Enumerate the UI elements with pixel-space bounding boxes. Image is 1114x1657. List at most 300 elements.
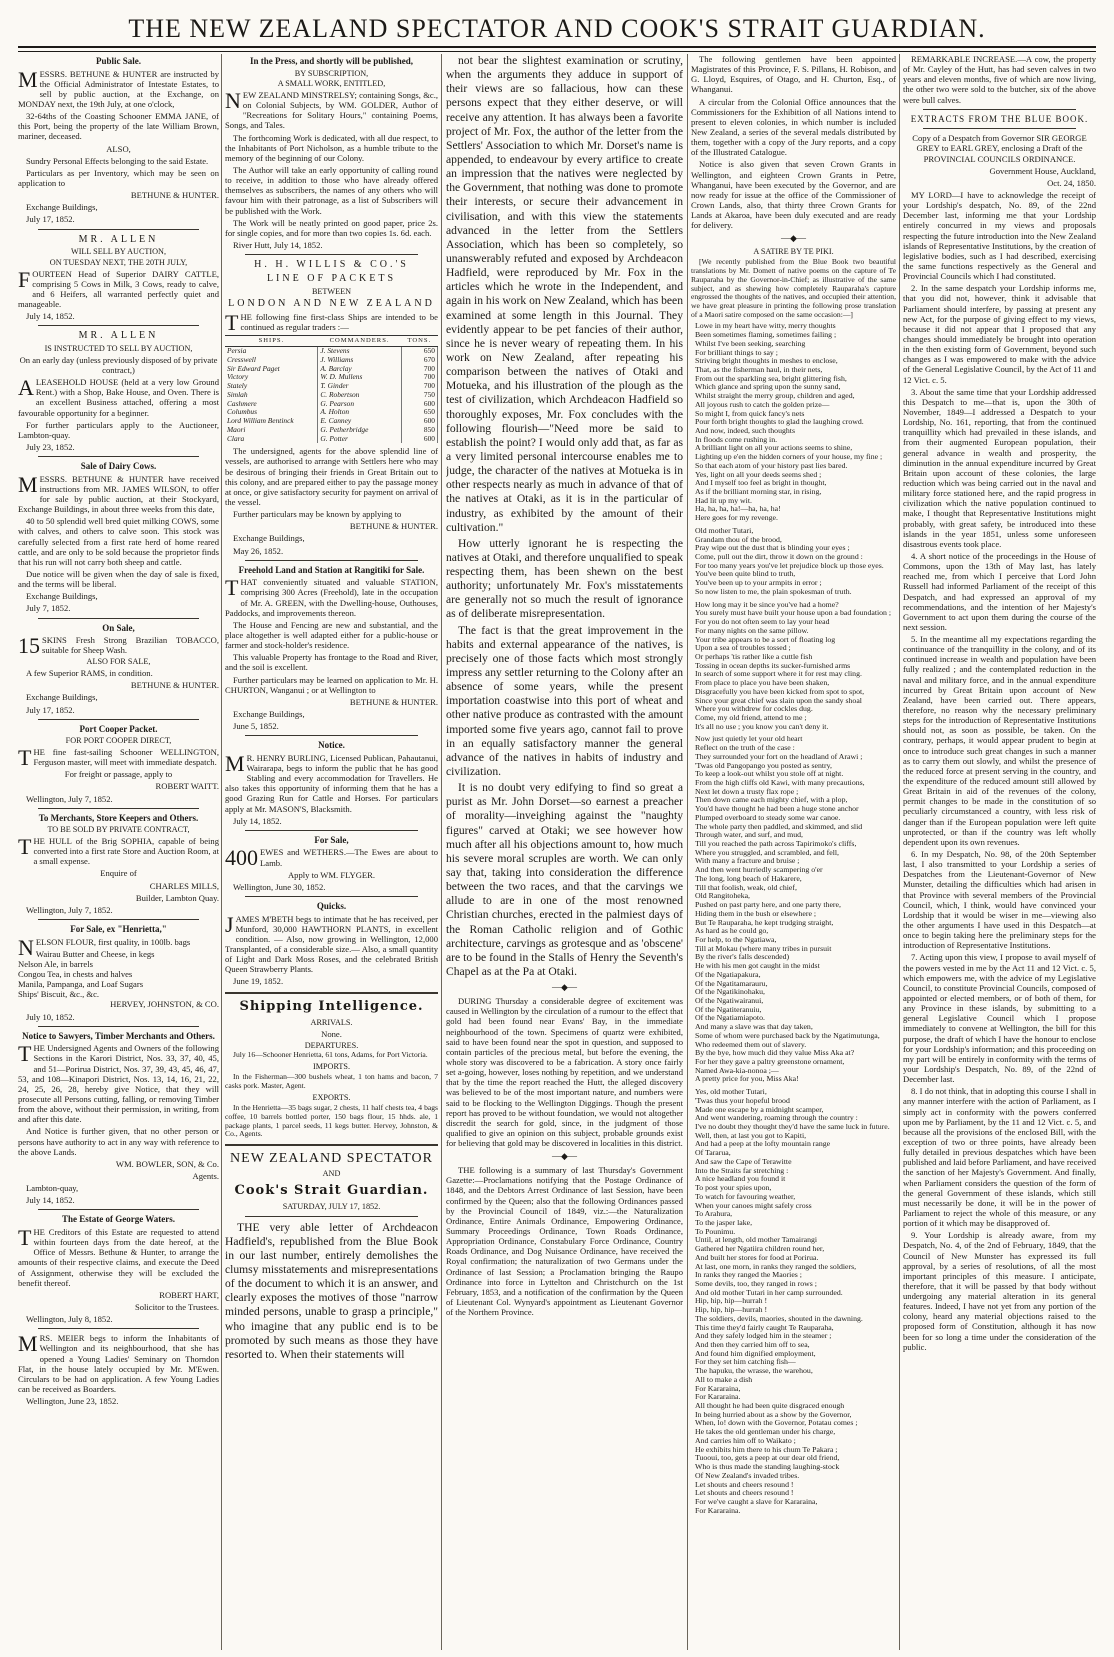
poem-line: As if the brilliant morning star, in rising, — [695, 488, 822, 496]
poem-line: Now just quietly let your old heart — [695, 735, 803, 744]
column-header: SHIPS. — [225, 336, 318, 347]
poem-line: This time they'd fairly caught Te Rauparaha, — [695, 1323, 834, 1332]
poem-line: They surrounded your fort on the headland of Arawi ; — [695, 752, 863, 761]
advert-heading: For Sale, ex "Henrietta," — [70, 923, 167, 934]
divider — [245, 735, 418, 736]
poem-line: For too many years you've let prejudice block up those eyes. — [695, 561, 884, 570]
ship-name: Victory — [225, 373, 318, 382]
advert-sawyers: Notice to Sawyers, Timber Merchants and Others. THE Undersigned Agents and Owners of the following Sections in the Karori District, Nos. 33, 37, 40, 45, and 51—Porirua District, Nos. 37, 39, 43, 45, 46, 47, 53, and 108—Kinapori District, Nos. 13, 14, 16, 21, 22, 24, 25, 26, 28, hereby give Notice, that they will prosecute all Persons cutting, falling, or removing Timber from the above, without their permission, in writing, from and after this date. And Notice is further given, that no other person or persons have authority to act in any way with reference to the above Lands. WM. BOWLER, SON, & Co. Agents. Lambton-quay, July 14, 1852. — [18, 1030, 219, 1206]
drop-cap: M — [18, 1331, 38, 1357]
poem-line: Lowe in my heart have witty, merry thoughts — [695, 322, 836, 331]
poem-line: From the high cliffs old Kawi, with many precautions, — [695, 779, 865, 787]
advert-date: July 10, 1852. — [26, 1011, 75, 1022]
poem-line: By the river's falls descended) — [695, 953, 790, 962]
advert-heading: The Estate of George Waters. — [61, 1214, 176, 1225]
despatch-paragraph: 3. About the same time that your Lordship addressed this Despatch to me—that is, upon the 30th of November, 1849—I addressed a Despatch to your Lordship, No. 161, reporting, that from the continued tranquillity which had prevailed in these islands, and from their augmented European population, their general advance in wealth and prosperity, the diminution in the annual expenditure incurred by Great Britain upon account of these colonies, the large reduction which was being carried out in the naval and military force stationed here, and the rapid progress in civilization which the native population continued to make, I thought that Representative Institutions might probably, with great safety, be introduced into these islands in the year 1851, unless some unforeseen disastrous events took place. — [903, 386, 1096, 549]
poem-line: In ranks they ranged the Maories ; — [695, 1271, 802, 1280]
ship-name: Cresswell — [225, 356, 318, 365]
advert-date: Wellington, June 23, 1852. — [26, 1396, 119, 1407]
poem-line: And had a peep at the lofty mountain range — [695, 1140, 831, 1149]
advert-heading: To Merchants, Store Keepers and Others. — [38, 812, 199, 823]
poem-line: For her they gave a paltry greenstone ornament, — [695, 1058, 845, 1066]
poem-line: From out the sparkling sea, bright glittering fish, — [695, 374, 847, 383]
poem-line: Old mother Tutari, — [695, 526, 754, 535]
poem-line: In search of some support where it for rest may cling. — [695, 670, 862, 679]
poem-line: The hapuku, the wrasse, the warehou, — [695, 1367, 813, 1376]
poem-line: Whilst straight the merry group, children and aged, — [695, 392, 855, 401]
poem-line: All thought he had been quite disgraced enough — [695, 1402, 845, 1411]
divider — [245, 830, 418, 831]
ship-name: Maori — [225, 426, 318, 435]
list-item: Manila, Pampanga, and Loaf Sugars — [18, 979, 144, 990]
article-paragraph: Notice is also given that seven Crown Grants in Wellington, and eighteen Crown Grants in Petre, Whanganui, have been executed by the Governor, and are now ready for issue at the office of the Commissioner of Crown Lands, also, that thirty three Crown Grants for Lands at Akaroa, have been duly executed and are ready for delivery. — [691, 159, 896, 231]
poem-line: Made one escape by a midnight scamper, — [695, 1105, 824, 1114]
poem-line: When your canoes might safely cross — [695, 1201, 812, 1210]
advert-willis-packets: H. H. WILLIS & CO.'S LINE OF PACKETS BETWEEN LONDON AND NEW ZEALAND THE following fine first-class Ships are intended to be continued as regular traders :— SHIPS. COMMANDERS. TONS. Persia J. Stevens 650 Cresswell J. Williams 670 Sir Edward Paget A. Barclay 700 Victory W. D. Mullens 700 Stately T. Ginder 700 Simlah C. Robertson 750 Cashmere G. Pearson 600 Columbus A. Holton 650 Lord William Bentinck E. Canney 600 Maori G. Petherbridge 850 Clara G. Potter 600 The undersigned, agents for the above splendid line of vessels, are authorised to arrange with Settlers here who may be desirous of bringing their friends in Great Britain out to this colony, and are prepared either to pay the passage money at once, or give satisfactory security for payment on arrival of the vessel. Further particulars may be known by applying to BETHUNE & HUNTER. Exchange Buildings, May 26, 1852. — [225, 259, 438, 556]
commander-name: J. Williams — [318, 356, 401, 365]
column-rule — [687, 54, 688, 1650]
poem-line: You've been up to your armpits in error ; — [695, 579, 822, 588]
poem-line: You've been quite blind to truth, — [695, 570, 796, 579]
poem-line: Of the Ngatiwairanui, — [695, 996, 764, 1005]
poem-line: Which glance and spring upon the sunny sand, — [695, 383, 841, 392]
poem-line: Till at Mokau (where many tribes in pursuit — [695, 944, 832, 953]
advert-port-cooper: Port Cooper Packet. FOR PORT COOPER DIRECT, THE fine fast-sailing Schooner WELLINGTON, Ferguson master, will meet with immediate despatch. For freight or passage, apply to ROBERT WAITT. Wellington, July 7, 1852. — [18, 723, 219, 804]
poem-line: To the jasper lake, — [695, 1218, 753, 1227]
poem-line: 'Twas thus your hopeful brood — [695, 1096, 790, 1105]
advert-date: River Hutt, July 14, 1852. — [233, 239, 323, 250]
ship-name: Persia — [225, 347, 318, 356]
poem-line: And then they carried him off to sea, — [695, 1341, 810, 1349]
list-item: Ships' Biscuit, &c., &c. — [18, 989, 100, 1000]
poem-line: From place to place you have been shaken, — [695, 679, 830, 688]
poem-line: And then went hurriedly scampering o'er — [695, 866, 823, 875]
advert-date: Wellington, July 7, 1852. — [26, 904, 113, 915]
poem-line: Plumped overboard to steady some war canoe. — [695, 813, 841, 822]
advert-henrietta: For Sale, ex "Henrietta," NELSON FLOUR, first quality, in 100lb. bags Wairau Butter and Cheese, in kegs Nelson Ale, in barrels Congou Tea, in chests and halves Manila, Pampanga, and Loaf Sugars Ships' Biscuit, &c., &c. HERVEY, JOHNSTON, & CO. July 10, 1852. — [18, 923, 219, 1022]
commander-name: E. Canney — [318, 417, 401, 426]
poem-line: For Kararaina. — [695, 1393, 741, 1402]
poem-line: Come, my old friend, attend to me ; — [695, 713, 807, 722]
tonnage: 850 — [401, 426, 437, 435]
poem-line: As hard as he could go, — [695, 927, 769, 936]
poem-line: And went wandering, roaming through the country : — [695, 1114, 858, 1123]
poem-line: To Pounimu. — [695, 1227, 736, 1236]
advert-heading: Notice to Sawyers, Timber Merchants and Others. — [22, 1030, 215, 1041]
divider — [38, 808, 199, 809]
poem-line: And built her stores for food at Porirua. — [695, 1253, 819, 1262]
advert-signature: BETHUNE & HUNTER. — [349, 521, 438, 532]
advert-ewes: For Sale, 400 EWES and WETHERS.—The Ewes are about to Lamb. Apply to WM. FLYGER. Wellington, June 30, 1852. — [225, 834, 438, 892]
drop-cap: A — [18, 375, 34, 401]
drop-cap: M — [18, 471, 38, 497]
masthead — [0, 0, 1114, 50]
poem-line: The long, long beach of Hakarere, — [695, 874, 802, 883]
poem-line: Your tribe appears to be a sort of floating log — [695, 635, 836, 644]
column-1 — [18, 54, 219, 1650]
ships-table-body — [225, 347, 438, 444]
tonnage: 700 — [401, 382, 437, 391]
poem-line: How long may it be since you've had a home? — [695, 600, 839, 609]
tonnage: 750 — [401, 391, 437, 400]
poem-line: For many nights on the same pillow. — [695, 626, 809, 635]
drop-cap: M — [225, 750, 245, 776]
poem-line: And old mother Tutari in her camp surrounded. — [695, 1288, 843, 1297]
poem-line: 'Twas old Pangopango you posted as sentry, — [695, 761, 832, 770]
poem-line: Until, at length, old mother Tamairangi — [695, 1236, 818, 1245]
divider-ornament: —◆— — [552, 1151, 577, 1162]
despatch-paragraph: 7. Acting upon this view, I propose to avail myself of the powers vested in me by the Act 11 and 12 Vict. c. 5, which empowers me, with the advice of my Legislative Council, to constitute Provincial Councils, composed of appointed or elected members, or of both of them, for any Province in these islands, by submitting to a general Legislative Council which I propose immediately to convene at Wellington, the bill for this purpose, the draft of which I have the honour to enclose for your Lordship's information; and this proceeding on my part will be entirely in conformity with the terms of your Lordship's Despatch, No. 89, of the 22nd of December last. — [903, 952, 1096, 1085]
advert-date: Wellington, July 7, 1852. — [26, 793, 113, 804]
poem-line: Some of whom were purchased back by the Ngatimutunga, — [695, 1031, 880, 1040]
advert-allen-cattle: MR. ALLEN WILL SELL BY AUCTION, ON TUESDAY NEXT, THE 20TH JULY, FOURTEEN Head of Superior DAIRY CATTLE, comprising 5 Cows in Milk, 3 Cows, ready to calve, and 6 Heifers, all warranted perfectly quiet and manageable. July 14, 1852. — [18, 233, 219, 322]
poem-line: Been sometimes flaming, sometimes failing ; — [695, 331, 837, 340]
divider — [245, 560, 418, 561]
poem-line: Of Tararua, — [695, 1149, 731, 1158]
poem-line: He with his men got caught in the midst — [695, 962, 820, 971]
column-header: COMMANDERS. — [318, 336, 401, 347]
advert-tobacco: On Sale, 15 SKINS Fresh Strong Brazilian TOBACCO, suitable for Sheep Wash. ALSO FOR SALE, A few Superior RAMS, in condition. BETHUNE & HUNTER. Exchange Buildings, July 17, 1852. — [18, 622, 219, 715]
commander-name: G. Pearson — [318, 400, 401, 409]
poem-line: To Arahura, — [695, 1210, 733, 1219]
poem-line: Here goes for my revenge. — [695, 514, 778, 523]
poem-line: Hip, hip, hip—hurrah ! — [695, 1306, 768, 1315]
article-paragraph: not bear the slightest examination or scrutiny, when the arguments they adduce in support of their views are so fallacious, how can these persons expect that they either deserve, or will receive any attention. It has always been a favorite project of Mr. Fox, the author of the letter from the Settlers' Association to which Mr. Dorset's name is appended, to endeavour by every artifice to create an impression that the natives were neglected by the Government, that nothing was done to promote their interests, or secure their advancement in civilisation, and with this view the statements advanced in the letter from the Settlers Association, which has been so completely, so unanswerably refuted and exposed by Archdeacon Hadfield, were reproduced by Mr. Fox in the articles which he wrote in the Independent, and again in his work on New Zealand, which has been examined at some length in this Journal. They evidently appear to be pet fancies of their author, since he is never weary of repeating them. In his work on New Zealand, after repeating his comparison between the natives of Otaki and Motueka, and his illustration of the plough as the test of civilization, which Archdeacon Hadfield so thoroughly exposes, Mr. Fox concludes with the following flourish—"Need more be said to establish the point? I would only add that, as far as a very limited personal intercourse enables me to judge, the character of the natives at Motueka is in other respects nearly as much in advance of that of the natives at Otaki, as it is in the particular of industry, as exhibited by the amount of their cultivation." — [446, 54, 683, 534]
advert-date: Wellington, June 30, 1852. — [233, 881, 326, 892]
poem-line: For brilliant things to say ; — [695, 348, 778, 357]
poem-line: And they safely lodged him in the steamer ; — [695, 1332, 832, 1341]
advert-date: May 26, 1852. — [233, 545, 284, 556]
advert-date: July 14, 1852. — [233, 815, 282, 826]
poem-line: Lighting up e'en the hidden corners of your house, my fine ; — [695, 453, 883, 462]
poem-line: For they set him catching fish— — [695, 1358, 796, 1367]
advert-signature: BETHUNE & HUNTER. — [349, 696, 438, 707]
poem-line: For you do not often seem to lay your head — [695, 618, 830, 627]
advert-date: July 14, 1852. — [26, 1195, 75, 1206]
column-4 — [691, 54, 896, 1650]
column-2 — [225, 54, 438, 1650]
divider — [38, 325, 199, 326]
advert-brig-hull: To Merchants, Store Keepers and Others. TO BE SOLD BY PRIVATE CONTRACT, THE HULL of the Brig SOPHIA, capable of being converted into a first rate Store and Auction Room, at a small expense. Enquire of CHARLES MILLS, Builder, Lambton Quay. Wellington, July 7, 1852. — [18, 812, 219, 915]
despatch-paragraph: 6. In my Despatch, No. 98, of the 20th September last, I also transmitted to your Lordship a series of Despatches from the Lieutenant-Governor of New Munster, detailing the difficulties which had arisen in that Province with several members of the Provincial Council, which, I think, would have convinced your Lordship that it would be wiser in me—viewing also the other arguments I have used in this Despatch—at once to begin taking here the preliminary steps for the introduction of Representative Institutions. — [903, 849, 1096, 951]
drop-cap: M — [18, 66, 38, 92]
divider — [245, 1216, 418, 1217]
despatch-paragraph: 8. I do not think, that in adopting this course I shall in any manner interfere with the action of Parliament, as I simply act in conformity with the powers conferred upon me by Parliament, by the 11 and 12 Vict. c. 5, and because all the provisions of the enclosed Bill, with the exception of two or three points, have already been fully detailed in previous despatches which have been published and laid before Parliament, and have received the sanction of her Majesty's Government. And finally, when Parliament considers the question of the form of the general Government of these islands, which still must necessarily be done, it will be in the power of Parliament to reject the whole of this measure, or any portion of it which may be disapproved of. — [903, 1086, 1096, 1229]
advert-signature: WM. FLYGER. — [320, 869, 376, 880]
leader-article: THE very able letter of Archdeacon Hadfield's, republished from the Blue Book in our last number, entirely demolishes the clumsy misstatements and misrepresentations of the document to which it is an answer, and clearly exposes the motives of those "narrow minded persons, unable to grasp a principle," who imagine that any public end is to be promoted by such means as those they have resorted to. When their statements will — [225, 1220, 438, 1361]
poem-line: Ha, ha, ha, ha!—ha, ha, ha! — [695, 505, 781, 514]
advert-heading: Quicks. — [316, 901, 347, 911]
poem-line: For Kararaina, — [695, 1384, 741, 1393]
commander-name: T. Ginder — [318, 382, 401, 391]
poem-line: And carries him off to Waikato ; — [695, 1436, 796, 1445]
drop-cap: T — [18, 833, 32, 859]
list-item: Congou Tea, in chests and halves — [18, 969, 133, 979]
advert-heading: Port Cooper Packet. — [79, 723, 158, 734]
poem-line: So might I, from quick fancy's nets — [695, 409, 805, 418]
poem-line: Gathered her Ngatiira children round her, — [695, 1245, 825, 1254]
poem-line: All to make a dish — [695, 1375, 753, 1384]
column-rule — [441, 54, 442, 1650]
advert-date: July 7, 1852. — [26, 603, 71, 614]
divider — [38, 1026, 199, 1027]
drop-number: 15 — [18, 633, 40, 659]
poem-line: Well, then, at last you got to Kapiti, — [695, 1131, 807, 1140]
poem-line: And found him dignified employment, — [695, 1349, 816, 1358]
poem-line: Till that foolish, weak, old chief, — [695, 883, 797, 892]
divider — [225, 1144, 438, 1146]
advert-public-sale: Public Sale. MESSRS. BETHUNE & HUNTER are instructed by the Official Administrator of Intestate Estates, to sell by public auction, at the Exchange, on MONDAY next, the 19th July, at one o'clock, 32-64ths of the Coasting Schooner EMMA JANE, of this Port, being the property of the late William Brown, mariner, deceased. ALSO, Sundry Personal Effects belonging to the said Estate. Particulars as per Inventory, which may be seen on application to BETHUNE & HUNTER. Exchange Buildings, July 17, 1852. — [18, 56, 219, 225]
tonnage: 600 — [401, 400, 437, 409]
poem-line: I've no doubt they thought they'd have the same luck in future. — [695, 1123, 890, 1132]
advert-heading: Public Sale. — [95, 56, 141, 66]
article-paragraph: How utterly ignorant he is respecting the natives at Otaki, and therefore unqualified to speak respecting them, has been shewn on the best authority; unfortunately Mr. Fox's misstatements are generally not so much the result of ignorance as of deliberate misrepresentation. — [446, 536, 683, 621]
poem-line: Of the Ngatiapakura, — [695, 970, 761, 979]
divider — [38, 719, 199, 720]
advert-heading: In the Press, and shortly will be published, — [249, 56, 414, 66]
drop-cap: T — [225, 310, 239, 336]
poem-line: To keep a look-out whilst you stole off at night. — [695, 770, 844, 779]
satire-poem — [695, 322, 896, 1515]
despatch-paragraph: MY LORD—I have to acknowledge the receipt of your Lordship's despatch, No. 89, of the 22nd December last, informing me that your Lordship entirely concurred in my views and proposals respecting the future introduction into the New Zealand islands of Representative Institutions, by the creation of legislative bodies, such as I had described, exercising the same functions respectively as the General and Provincial Councils which I had constituted. — [903, 190, 1096, 282]
poem-line: Pour forth bright thoughts to glad the laughing crowd. — [695, 418, 864, 427]
poem-line: Of the Ngatiamiapoto. — [695, 1014, 765, 1023]
advert-quicks: Quicks. JAMES M'BETH begs to intimate that he has received, per Munford, 30,000 HAWTHORN PLANTS, in excellent condition. — Also, now growing in Wellington, 12,000 Transplanted, of a considerable size.— Also, a small quantity of Light and Dark Moss Roses, and the celebrated British Queen Strawberry Plants. June 19, 1852. — [225, 901, 438, 987]
issue-date: SATURDAY, JULY 17, 1852. — [282, 1201, 381, 1211]
despatch-paragraph: 9. Your Lordship is already aware, from my Despatch, No. 4, of the 2nd of February, 1849, that the Council of New Munster has expressed its full approval, by a series of resolutions, of all the most important principles of this measure. I anticipate, therefore, that it will be passed by that body without undergoing any material alteration in its general features. Indeed, I have not yet from any portion of the colony, heard any material objections raised to the proposed form of Constitution, although it has now been for so long a time under the consideration of the public. — [903, 1230, 1096, 1352]
poem-line: Then down came each mighty chief, with a plop, — [695, 796, 848, 805]
poem-line: Named Awa-kia-nonoa ;— — [695, 1066, 779, 1075]
poem-line: Upon a sea of troubles tossed ; — [695, 644, 791, 653]
section-title: A SATIRE BY TE PIKI. — [753, 247, 834, 256]
poem-line: And I myself too feel as bright in thought, — [695, 479, 827, 488]
divider — [38, 456, 199, 457]
divider — [225, 992, 438, 994]
section-title: Shipping Intelligence. — [239, 998, 424, 1014]
poem-line: Some devils, too, they ranged in rows ; — [695, 1279, 817, 1288]
despatch-paragraph: 5. In the meantime all my expectations regarding the continuance of the tranquillity in the colony, and of its continued increase in wealth and population have been fully realized ; and the contemplated reduction in the naval and military force, and in the annual expenditure incurred by Great Britain upon account of New Zealand, have been carried out. There appears, therefore, no reason why the necessary preliminary steps for the introduction of Representative Institutions should not, as soon as possible, be taken. On the contrary, perhaps, it would appear prudent to begin at once to introduce such great changes in such a manner as to carry them out slowly, and whilst the presence of the reduced force at present serving in the country, and the expenditure of the reduced amount still allowed by Great Britain in aid of the revenues of the colony, permit changes to be made in the constitution of so peculiarly circumstanced a country, with less risk of danger than if the European population were left quite unprotected, or than if the country was left wholly dependent upon its own revenues. — [903, 634, 1096, 847]
divider-ornament: —◆— — [552, 982, 577, 993]
divider-ornament: —◆— — [781, 233, 806, 244]
article-gazette-summary: THE following is a summary of last Thursday's Government Gazette:—Proclamations notifying that the Postage Ordinance of 1848, and the Debtors Arrest Ordinance of last Session, have been confirmed by the Queen; also that the following Ordinances passed by the Provincial Council of 1849, viz.:—the Naturalization Ordinance, Entire Animals Ordinance, Empowering Ordinance, Summary Proceedings Ordinance, Town Roads Ordinance, Appropriation Ordinance, Constabulary Force Ordinance, Country Roads Ordinance, and Dog Nuisance Ordinance, have received the Royal confirmation; the naturalization of two Germans under the Ordinance of last Session; a Proclamation bringing the Raupo Ordinance into force in Lyttelton and Christchurch on the 1st February, 1853, and a notification of the confirmation by the Queen of Lieutenant Col. Wynyard's appointment as Lieutenant Governor of the Northern Province. — [446, 1165, 683, 1318]
commander-name: G. Potter — [318, 435, 401, 444]
advert-heading: Freehold Land and Station at Rangitiki for Sale. — [238, 564, 425, 575]
satire-intro: [We recently published from the Blue Book two beautiful translations by Mr. Domett of native poems on the capture of Te Rauparaha by the Governor-in-Chief; as illustrative of the same subject, and as shewing how completely Rauparaha's capture engrossed the thoughts of the natives, and occupied their attention, we have great pleasure in printing the following prose translation of a Maori satire composed on the same occasion:—] — [691, 256, 896, 320]
poem-line: Till you reached the path across Tapirimoko's cliffs, — [695, 840, 857, 849]
divider — [38, 229, 199, 230]
advert-date: Wellington, July 8, 1852. — [26, 1314, 113, 1325]
commander-name: W. D. Mullens — [318, 373, 401, 382]
column-header: TONS. — [401, 336, 437, 347]
advert-date: July 17, 1852. — [26, 214, 75, 225]
tonnage: 700 — [401, 373, 437, 382]
advert-dairy-cows: Sale of Dairy Cows. MESSRS. BETHUNE & HUNTER have received instructions from MR. JAMES WILSON, to offer for sale by public auction, at their Stockyard, Exchange Buildings, in about three weeks from this date, 40 to 50 splendid well bred quiet milking COWS, some with calves, and others to calve soon. This stock was carefully selected from a first rate herd of home reared cattle, and are only to be sold because the proprietor finds that his run will not carry both sheep and cattle. Due notice will be given when the day of sale is fixed, and the terms will be liberal. Exchange Buildings, July 7, 1852. — [18, 461, 219, 614]
poem-line: Hip, hip, hip—hurrah ! — [695, 1297, 768, 1306]
table-row — [225, 435, 438, 444]
divider — [245, 254, 418, 255]
tonnage: 670 — [401, 356, 437, 365]
drop-cap: F — [18, 266, 31, 292]
despatch-paragraph: 2. In the same despatch your Lordship informs me, that you did not, however, think it advisable that Parliament should interfere, by passing at present any new Act, for the purpose of giving effect to my views, because it did not appear that I proposed that any changes should immediately be brought into operation in the then existing form of Government, beyond such changes as I was empowered to make with the advice of the General Legislative Council, by the Act of 11 and 12 Vict. c. 5. — [903, 283, 1096, 385]
poem-line: Reflect on the truth of the case : — [695, 744, 795, 753]
divider — [923, 128, 1076, 129]
commander-name: A. Holton — [318, 408, 401, 417]
poem-line: Hiding them in the bush or elsewhere ; — [695, 909, 817, 918]
paper-nameplate: NEW ZEALAND SPECTATOR AND Cook's Strait Guardian. SATURDAY, JULY 17, 1852. — [225, 1151, 438, 1211]
tonnage: 700 — [401, 365, 437, 374]
divider — [38, 1209, 199, 1210]
poem-line: For we've caught a slave for Kararaina, — [695, 1497, 818, 1506]
despatch-paragraph: 4. A short notice of the proceedings in the House of Commons, upon the 13th of May last, has lately reached me, from which I perceive that Lord John Russell had informed Parliament of the receipt of this Despatch, and had expressed an approval of my recommendations, and the intention of her Majesty's Government to act upon them during the course of the next session. — [903, 550, 1096, 632]
ship-name: Simlah — [225, 391, 318, 400]
article-paragraph: It is no doubt very edifying to find so great a purist as Mr. John Dorset—so earnest a preacher of morality—inveighing against the "naughty figures" carved at Otaki; we see however how much after all his objections amount to, how much his severe moral scruples are worth. We can only say that, taking into consideration the difference between the two races, and that the carvings we allude to are in one of the most renowned Christian churches, erected in the palmiest days of the Roman Catholic religion and of Gothic architecture, carvings as grotesque and as 'obscene' are to be found in the Stalls of Henry the Seventh's Chapel as at the Pa at Otaki. — [446, 781, 683, 978]
drop-cap: T — [225, 575, 239, 601]
poem-line: Disgracefully you have been kicked from spot to spot, — [695, 687, 865, 696]
poem-line: Grandam thou of the brood, — [695, 535, 782, 544]
poem-line: Pray wipe out the dust that is blinding your eyes ; — [695, 544, 850, 553]
poem-line: Had lit up my wit. — [695, 496, 752, 505]
commander-name: J. Stevens — [318, 347, 401, 356]
poem-line: To post your spies upon, — [695, 1184, 772, 1193]
poem-line: It's all no use ; you know you can't deny it. — [695, 722, 829, 731]
advert-date: July 14, 1852. — [26, 311, 75, 322]
poem-line: Come, pull out the dirt, throw it down on the ground : — [695, 553, 863, 562]
drop-cap: T — [18, 1225, 32, 1251]
poem-line: Let shouts and cheers resound ! — [695, 1480, 794, 1489]
poem-line: A pretty price for you, Miss Aka! — [695, 1075, 799, 1084]
commander-name: G. Petherbridge — [318, 426, 401, 435]
poem-line: Into the Straits far stretching : — [695, 1166, 789, 1175]
poem-line: For Kararaina. — [695, 1506, 741, 1515]
advert-heading: Sale of Dairy Cows. — [80, 461, 157, 472]
ship-name: Sir Edward Paget — [225, 365, 318, 374]
poem-line: To watch for favouring weather, — [695, 1192, 796, 1201]
column-3 — [446, 54, 683, 1650]
drop-cap: N — [18, 934, 34, 960]
divider — [38, 618, 199, 619]
poem-line: The soldiers, devils, maories, shouted in the dawning. — [695, 1314, 863, 1323]
poem-line: Pushed on past party here, and one party there, — [695, 901, 841, 910]
poem-line: He takes the old gentleman under his charge, — [695, 1428, 836, 1437]
commander-name: A. Barclay — [318, 365, 401, 374]
masthead-rule — [18, 46, 1096, 52]
poem-line: Who is thus made the standing laughing-stock — [695, 1463, 840, 1472]
divider — [923, 109, 1076, 110]
column-5: REMARKABLE INCREASE.—A cow, the property of Mr. Cayley of the Hutt, has had seven calves in two years and eleven months, five of which are now living, the other two were sold to the butcher, six of the above were bull calves. EXTRACTS FROM THE BLUE BOOK. Copy of a Despatch from Governor SIR GEORGE GREY to EARL GREY, enclosing a Draft of the PROVINCIAL COUNCILS ORDINANCE. Government House, Auckland, Oct. 24, 1850. MY LORD—I have to acknowledge the receipt of your Lordship's despatch, No. 89, of the 22nd December last, informing me that your Lordship entirely concurred in my views and proposals respecting the future introduction into the New Zealand islands of Representative Institutions, by the creation of legislative bodies, such as I had described, exercising the same functions respectively as the General and Provincial Councils which I had constituted. 2. In the same despatch your Lordship informs me, that you did not, however, think it advisable that Parliament should interfere, by passing at present any new Act, for the purpose of giving effect to my views, because it did not appear that I proposed that any changes should immediately be brought into operation in the then existing form of Government, beyond such changes as I was empowered to make with the advice of the General Legislative Council, by the Act of 11 and 12 Vict. c. 5. 3. About the same time that your Lordship addressed this Despatch to me—that is, upon the 30th of November, 1849—I addressed a Despatch to your Lordship, No. 161, reporting, that from the continued tranquillity which had prevailed in these islands, and from their augmented European population, their general advance in wealth and prosperity, the diminution in the annual expenditure incurred by Great Britain upon account of these colonies, the large reduction which was being carried out in the naval and military force stationed here, and the rapid progress in civilization which the native population continued to make, I thought that Representative Institutions might probably, with great safety, be introduced into these islands in the year 1851, unless some unforeseen disastrous events took place. 4. A short notice of the proceedings in the House of Commons, upon the 13th of May last, has lately reached me, from which I perceive that Lord John Russell had informed Parliament of the receipt of this Despatch, and had expressed an approval of my recommendations, and the intention of her Majesty's Government to act upon them during the course of the next session. 5. In the meantime all my expectations regarding the continuance of the tranquillity in the colony, and of its continued increase in wealth and population have been fully realized ; and the contemplated reduction in the naval and military force, and in the annual expenditure incurred by Great Britain upon account of New Zealand, have been carried out. There appears, therefore, no reason why the necessary preliminary steps for the introduction of Representative Institutions should not, as soon as possible, be taken. On the contrary, perhaps, it would appear prudent to begin at once to introduce such great changes in such a manner as to carry them out slowly, and whilst the presence of the reduced force at present serving in the country, and the expenditure of the reduced amount still allowed by Great Britain in aid of the revenues of the colony, permit changes to be made in the constitution of so peculiarly circumstanced a country, with less risk of danger than if the European population were left quite unprotected, or than if the country was left wholly dependent upon its own revenues. 6. In my Despatch, No. 98, of the 20th September last, I also transmitted to your Lordship a series of Despatches from the Lieutenant-Governor of New Munster, detailing the difficulties which had arisen in that Province with several members of the Provincial Council, which, I think, would have convinced your Lordship that it would be wiser in me—viewing also the other arguments I have used in this Despatch—at once to begin taking here the preliminary steps for the introduction of Representative Institutions. 7. Acting upon this view, I propose to avail myself of the powers vested in me by the Act 11 and 12 Vict. c. 5, which empowers me, with the advice of my Legislative Council, to constitute Provincial Councils, composed of appointed or elected members, or of both of them, for any Province in these islands, by submitting to a general Legislative Council which I propose immediately to convene at Wellington, the bill for this purpose, the draft of which I have the honour to enclose for your Lordship's information; and this proceeding on my part will be entirely in conformity with the terms of your Lordship's Despatch, No. 89, of the 22nd of December last. 8. I do not think, that in adopting this course I shall in any manner interfere with the action of Parliament, as I simply act in conformity with the powers conferred upon me by Parliament, by the 11 and 12 Vict. c. 5, and because all the provisions of the enclosed Bill, with the exception of two or three points, have already been fully detailed in previous despatches which have been published and laid before Parliament, and have received the sanction of her Majesty's Government. And finally, when Parliament considers the question of the form of the general Government of these islands, which still must necessarily be done, it will be in the power of Parliament to reject the whole of this measure, or any portion of it which may be disapproved of. 9. Your Lordship is already aware, from my Despatch, No. 4, of the 2nd of February, 1849, that the Council of New Munster has expressed its full approval, by a series of resolutions, of all the most important principles of this measure. I anticipate, therefore, that it will be passed by that body without undergoing any material alteration in its general features. Indeed, I have not yet from any portion of the colony, heard any material objections raised to the proposed form of Constitution, although it has now been for so long a time under the consideration of the public. — [903, 54, 1096, 1352]
ship-name: Stately — [225, 382, 318, 391]
poem-line: You'd have thought he had been a huge stone anchor — [695, 805, 859, 814]
poem-line: So that each atom of your history past lies bared. — [695, 461, 848, 470]
poem-line: Yes, light on all your deeds seems shed ; — [695, 470, 822, 479]
poem-line: So now listen to me, the plain spokesman of truth. — [695, 587, 852, 596]
poem-line: Of the Ngatitamarauru, — [695, 979, 768, 988]
list-item: Wairau Butter and Cheese, in kegs — [35, 948, 155, 959]
ships-table — [225, 335, 438, 443]
poem-line: Let shouts and cheers resound ! — [695, 1489, 794, 1498]
advert-signature: BETHUNE & HUNTER. — [130, 680, 219, 691]
line-of-packets: LINE OF PACKETS — [266, 272, 397, 284]
commander-name: C. Robertson — [318, 391, 401, 400]
advert-heading: Notice. — [318, 740, 345, 751]
article-paragraph: The fact is that the great improvement in the habits and external appearance of the natives, is precisely one of those facts which most strongly impress any settler returning to the Colony after an absence of some years, while the present importation coastwise into this port of wheat and other native produce as contrasted with the amount imported some five years ago, cannot fail to prove in an equally satisfactory manner the general advance of the natives in habits of industry and civilization. — [446, 623, 683, 779]
advert-date: July 17, 1852. — [26, 704, 75, 715]
advert-date: July 23, 1852. — [26, 442, 75, 453]
column-rule — [899, 54, 900, 1650]
advert-burling: Notice. M R. HENRY BURLING, Licensed Publican, Pahautanui, Wairarapa, begs to inform the public that he has good Stabling and every accommodation for Travellers. He also takes this opportunity of informing them that he has a good Grazing Run for Cattle and Horses. For particulars apply at Mr. MASON'S, Blacksmith. July 14, 1852. — [225, 740, 438, 826]
list-item: Nelson Ale, in barrels — [18, 958, 93, 969]
advert-minstrelsy: In the Press, and shortly will be published, BY SUBSCRIPTION, A SMALL WORK, ENTITLED, NEW ZEALAND MINSTRELSY; containing Songs, &c., on Colonial Subjects, by WM. GOLDER, Author of "Recreations for Solitary Hours," containing Poems, Songs, and Tales. The forthcoming Work is dedicated, with all due respect, to the Inhabitants of Port Nicholson, as a humble tribute to the memory of the beginning of our Colony. The Author will take an early opportunity of calling round to receive, in addition to those who have already offered themselves as subscribers, the names of any others who will favour him with their patronage, as a list of Subscribers will be published with the Work. The Work will be neatly printed on good paper, price 2s. for single copies, and for more than two copies 1s. 6d. each. River Hutt, July 14, 1852. — [225, 56, 438, 250]
poem-line: Whilst I've been seeking, searching — [695, 339, 806, 348]
article-paragraph: The following gentlemen have been appointed Magistrates of this Province, F. S. Pillans, H. Robison, and G. Lloyd, Esquires, of Otago, and H. Churton, Esq., of Whanganui. — [691, 54, 896, 95]
advert-signature: HERVEY, JOHNSTON, & CO. — [110, 999, 219, 1010]
poem-line: At last, one morn, in ranks they ranged the soldiers, — [695, 1262, 857, 1271]
divider — [245, 896, 418, 897]
column-rule — [221, 54, 222, 1650]
poem-line: A nice headland you found it — [695, 1175, 786, 1184]
drop-cap: N — [225, 87, 241, 113]
poem-line: The whole party then paddled, and skimmed, and slid — [695, 822, 863, 831]
poem-line: In floods come rushing in. — [695, 435, 778, 444]
poem-line: Yes, old mother Tutari, — [695, 1088, 767, 1097]
poem-line: And saw the Cape of Terawitte — [695, 1157, 792, 1166]
poem-line: But Te Rauparaha, he kept trudging straight, — [695, 918, 834, 927]
ship-name: Lord William Bentinck — [225, 417, 318, 426]
article-gold-rumour: DURING Thursday a considerable degree of excitement was caused in Wellington by the circulation of a rumour to the effect that gold had been found near Evans' Bay, in the immediate neighbourhood of the town. Specimens of quartz were exhibited, said to have been found near the spot in question, and supposed to contain particles of the precious metal, but before the evening, the whole story was discovered to be a fabrication. A story once fairly set a-going, however, loses nothing by repetition, and we understand that by the time the report reached the Hutt, the alleged discovery was believed to be of the most important nature, and numbers were said to be flocking to the Wellington Diggings. Though the present report has proved to be without foundation, we would not altogether discredit the search for gold, since, in the judgment of those qualified to give an opinion on this subject, probable grounds exist for believing that gold may be discovered in localities in this district. — [446, 996, 683, 1149]
advert-meier-seminary: MRS. MEIER begs to inform the Inhabitants of Wellington and its neighbourhood, that she has opened a Young Ladies' Seminary on Thorndon Flat, in the house lately occupied by Mr. M'Ewen. Circulars to be had on application. A few Young Ladies can be received as Boarders. Wellington, June 23, 1852. — [18, 1331, 219, 1407]
poem-line: He exhibits him there to his chum Te Pakara ; — [695, 1445, 838, 1454]
ship-name: Clara — [225, 435, 318, 444]
advert-signature: WM. BOWLER, SON, & Co. — [115, 1158, 219, 1169]
advert-signature: ROBERT WAITT. — [155, 781, 219, 792]
drop-number: 400 — [225, 845, 258, 871]
article-paragraph: REMARKABLE INCREASE.—A cow, the property of Mr. Cayley of the Hutt, has had seven calves in two years and eleven months, five of which are now living, the other two were sold to the butcher, six of the above were bull calves. — [903, 54, 1096, 105]
poem-line: A brilliant light on all your actions seems to shine, — [695, 444, 853, 453]
poem-line: Tossing in ocean depths its sucker-furnished arms — [695, 661, 851, 670]
poem-line: Of the Ngatikinohaku, — [695, 988, 765, 997]
advert-signature: BETHUNE & HUNTER. — [130, 190, 219, 201]
tonnage: 600 — [401, 435, 437, 444]
drop-cap: J — [225, 911, 234, 937]
poem-line: By the bye, how much did they value Miss Aka at? — [695, 1049, 855, 1058]
poem-line: Old Rangitoheka, — [695, 892, 751, 901]
divider — [38, 1328, 199, 1329]
poem-line: Since your great chief was slain upon the sandy shoal — [695, 696, 862, 705]
poem-line: Or perhaps 'tis rather like a cuttle fish — [695, 652, 813, 661]
advert-date: June 5, 1852. — [233, 721, 279, 732]
poem-line: When, lo! down with the Governor, Potatau comes ; — [695, 1419, 858, 1428]
poem-line: And now, indeed, such thoughts — [695, 426, 795, 435]
tonnage: 650 — [401, 408, 437, 417]
article-paragraph: A circular from the Colonial Office announces that the Commissioners for the Exhibition of all Nations intend to present to eleven colonies, in which number is included New Zealand, a series of the several medals distributed by them, together with a copy of the Jury reports, and a copy of the Illustrated Catalogue. — [691, 96, 896, 158]
advert-signature: CHARLES MILLS, — [149, 880, 219, 891]
ship-name: Cashmere — [225, 400, 318, 409]
poem-line: All joyous rush to catch the golden prize— — [695, 400, 830, 409]
shipping-intelligence: Shipping Intelligence. ARRIVALS. None. DEPARTURES. July 16—Schooner Henrietta, 61 tons, Adams, for Port Victoria. IMPORTS. In the Fisherman—300 bushels wheat, 1 ton hams and bacon, 7 casks pork. Master, Agent. EXPORTS. In the Henrietta—35 bags sugar, 2 chests, 11 half chests tea, 4 bags coffee, 10 barrels bottled porter, 150 bags flour, 15 hhds. ale, 1 package plants, 1 parcel seeds, 11 kegs butter. Hervey, Johnston, & Co., Agents. — [225, 998, 438, 1139]
poem-line: Of the Ngatiteranuiu, — [695, 1005, 762, 1014]
divider — [38, 919, 199, 920]
tonnage: 600 — [401, 417, 437, 426]
poem-line: Of New Zealand's invaded tribes. — [695, 1471, 800, 1480]
newspaper-title: THE NEW ZEALAND SPECTATOR AND COOK'S STRAIT GUARDIAN. — [128, 14, 986, 43]
drop-cap: T — [18, 1041, 32, 1067]
advert-allen-leasehold: MR. ALLEN IS INSTRUCTED TO SELL BY AUCTION, On an early day (unless previously disposed of by private contract,) ALEASEHOLD HOUSE (held at a very low Ground Rent.) with a Shop, Bake House, and Oven. There is an excellent Business attached, offering a most favourable opportunity for a beginner. For further particulars apply to the Auctioneer, Lambton-quay. July 23, 1852. — [18, 330, 219, 453]
advert-heading: On Sale, — [102, 622, 135, 633]
section-title: EXTRACTS FROM THE BLUE BOOK. — [910, 113, 1089, 124]
poem-line: With many a fracture and bruise ; — [695, 857, 800, 866]
poem-line: Through water, and surf, and mud, — [695, 831, 803, 840]
drop-cap: T — [18, 745, 32, 770]
poem-line: And many a slave was that day taken, — [695, 1023, 813, 1032]
